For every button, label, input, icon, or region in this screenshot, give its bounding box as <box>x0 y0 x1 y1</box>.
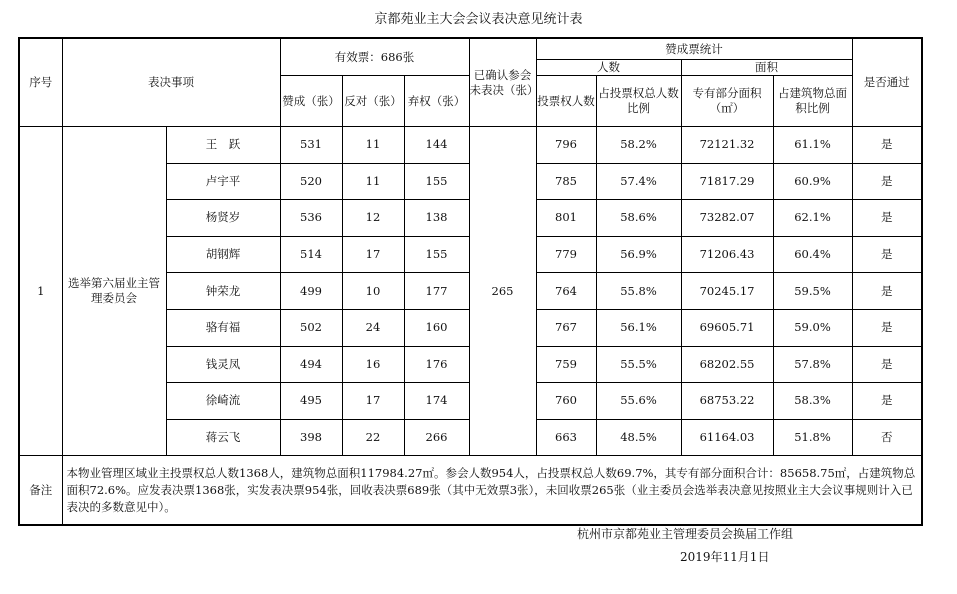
cell-area-ratio: 60.9% <box>773 163 852 200</box>
footer-organization: 杭州市京都苑业主管理委员会换届工作组 <box>577 527 794 541</box>
cell-area-ratio: 61.1% <box>773 127 852 164</box>
cell-against: 11 <box>342 163 404 200</box>
cell-voter-ratio: 57.4% <box>596 163 681 200</box>
cell-against: 17 <box>342 383 404 420</box>
cell-abstain: 266 <box>404 419 469 456</box>
cell-voters: 801 <box>536 200 596 237</box>
cell-passed: 是 <box>852 383 922 420</box>
cell-area: 71817.29 <box>681 163 773 200</box>
cell-for: 398 <box>280 419 342 456</box>
table-row <box>19 127 922 164</box>
header-for: 赞成（张） <box>280 76 342 127</box>
cell-abstain: 160 <box>404 309 469 346</box>
cell-for: 531 <box>280 127 342 164</box>
cell-voters: 785 <box>536 163 596 200</box>
cell-for: 514 <box>280 236 342 273</box>
group-seq: 1 <box>19 127 62 456</box>
cell-area: 72121.32 <box>681 127 773 164</box>
cell-voters: 759 <box>536 346 596 383</box>
cell-voters: 796 <box>536 127 596 164</box>
cell-passed: 是 <box>852 309 922 346</box>
cell-against: 10 <box>342 273 404 310</box>
cell-area: 71206.43 <box>681 236 773 273</box>
cell-against: 11 <box>342 127 404 164</box>
cell-voter-ratio: 55.8% <box>596 273 681 310</box>
cell-area-ratio: 59.0% <box>773 309 852 346</box>
cell-passed: 是 <box>852 200 922 237</box>
cell-voters: 779 <box>536 236 596 273</box>
cell-passed: 是 <box>852 346 922 383</box>
candidate-name: 胡钢辉 <box>166 236 280 273</box>
cell-area: 69605.71 <box>681 309 773 346</box>
cell-area-ratio: 60.4% <box>773 236 852 273</box>
header-against: 反对（张） <box>342 76 404 127</box>
candidate-name: 王 跃 <box>166 127 280 164</box>
group-item: 选举第六届业主管理委员会 <box>62 127 166 456</box>
cell-area: 68202.55 <box>681 346 773 383</box>
group-confirmed-absent: 265 <box>469 127 536 456</box>
cell-abstain: 155 <box>404 236 469 273</box>
cell-passed: 是 <box>852 127 922 164</box>
cell-for: 536 <box>280 200 342 237</box>
cell-abstain: 174 <box>404 383 469 420</box>
header-approval-stats: 赞成票统计 <box>536 38 852 60</box>
cell-voter-ratio: 56.1% <box>596 309 681 346</box>
cell-passed: 是 <box>852 273 922 310</box>
candidate-name: 钱灵凤 <box>166 346 280 383</box>
document-title: 京都苑业主大会会议表决意见统计表 <box>374 12 583 27</box>
cell-voters: 760 <box>536 383 596 420</box>
cell-voter-ratio: 55.6% <box>596 383 681 420</box>
footer-date: 2019年11月1日 <box>680 550 770 564</box>
cell-area: 68753.22 <box>681 383 773 420</box>
header-seq: 序号 <box>19 38 62 127</box>
cell-abstain: 176 <box>404 346 469 383</box>
cell-passed: 是 <box>852 163 922 200</box>
candidate-name: 卢宇平 <box>166 163 280 200</box>
cell-for: 494 <box>280 346 342 383</box>
cell-abstain: 155 <box>404 163 469 200</box>
cell-voter-ratio: 48.5% <box>596 419 681 456</box>
cell-area-ratio: 59.5% <box>773 273 852 310</box>
cell-area-ratio: 51.8% <box>773 419 852 456</box>
cell-against: 24 <box>342 309 404 346</box>
notes-text: 本物业管理区域业主投票权总人数1368人，建筑物总面积117984.27㎡。参会人数954人，占投票权总人数69.7%，其专有部分面积合计：85658.75㎡，占建筑物总面积72.6%。应发表决票1368张，实发表决票954张，回收表决票689张（其中无效票3张），未回收票265张（业主委员会选举表决意见按照业主大会议事规则计入已表决的多数意见中）。 <box>62 456 922 526</box>
cell-voter-ratio: 55.5% <box>596 346 681 383</box>
cell-for: 499 <box>280 273 342 310</box>
cell-area: 70245.17 <box>681 273 773 310</box>
cell-for: 495 <box>280 383 342 420</box>
cell-voters: 764 <box>536 273 596 310</box>
cell-voter-ratio: 56.9% <box>596 236 681 273</box>
cell-for: 520 <box>280 163 342 200</box>
header-item: 表决事项 <box>62 38 280 127</box>
cell-abstain: 144 <box>404 127 469 164</box>
header-area-ratio: 占建筑物总面积比例 <box>773 76 852 127</box>
cell-area-ratio: 58.3% <box>773 383 852 420</box>
candidate-name: 杨贤岁 <box>166 200 280 237</box>
header-confirmed-absent: 已确认参会未表决（张） <box>469 38 536 127</box>
cell-against: 17 <box>342 236 404 273</box>
header-valid-votes: 有效票：686张 <box>280 38 469 76</box>
cell-abstain: 177 <box>404 273 469 310</box>
cell-area: 61164.03 <box>681 419 773 456</box>
candidate-name: 蒋云飞 <box>166 419 280 456</box>
cell-against: 16 <box>342 346 404 383</box>
candidate-name: 骆有福 <box>166 309 280 346</box>
cell-area-ratio: 62.1% <box>773 200 852 237</box>
cell-area: 73282.07 <box>681 200 773 237</box>
cell-passed: 是 <box>852 236 922 273</box>
cell-voters: 767 <box>536 309 596 346</box>
cell-for: 502 <box>280 309 342 346</box>
cell-voters: 663 <box>536 419 596 456</box>
header-passed: 是否通过 <box>852 38 922 127</box>
header-voters: 投票权人数 <box>536 76 596 127</box>
header-headcount: 人数 <box>536 60 681 76</box>
cell-voter-ratio: 58.6% <box>596 200 681 237</box>
cell-abstain: 138 <box>404 200 469 237</box>
cell-voter-ratio: 58.2% <box>596 127 681 164</box>
vote-statistics-table <box>18 37 923 526</box>
header-abstain: 弃权（张） <box>404 76 469 127</box>
notes-label: 备注 <box>19 456 62 526</box>
header-voter-ratio: 占投票权总人数比例 <box>596 76 681 127</box>
header-private-area: 专有部分面积（㎡） <box>681 76 773 127</box>
cell-against: 12 <box>342 200 404 237</box>
candidate-name: 钟荣龙 <box>166 273 280 310</box>
cell-against: 22 <box>342 419 404 456</box>
cell-passed: 否 <box>852 419 922 456</box>
cell-area-ratio: 57.8% <box>773 346 852 383</box>
header-area: 面积 <box>681 60 852 76</box>
candidate-name: 徐崎流 <box>166 383 280 420</box>
